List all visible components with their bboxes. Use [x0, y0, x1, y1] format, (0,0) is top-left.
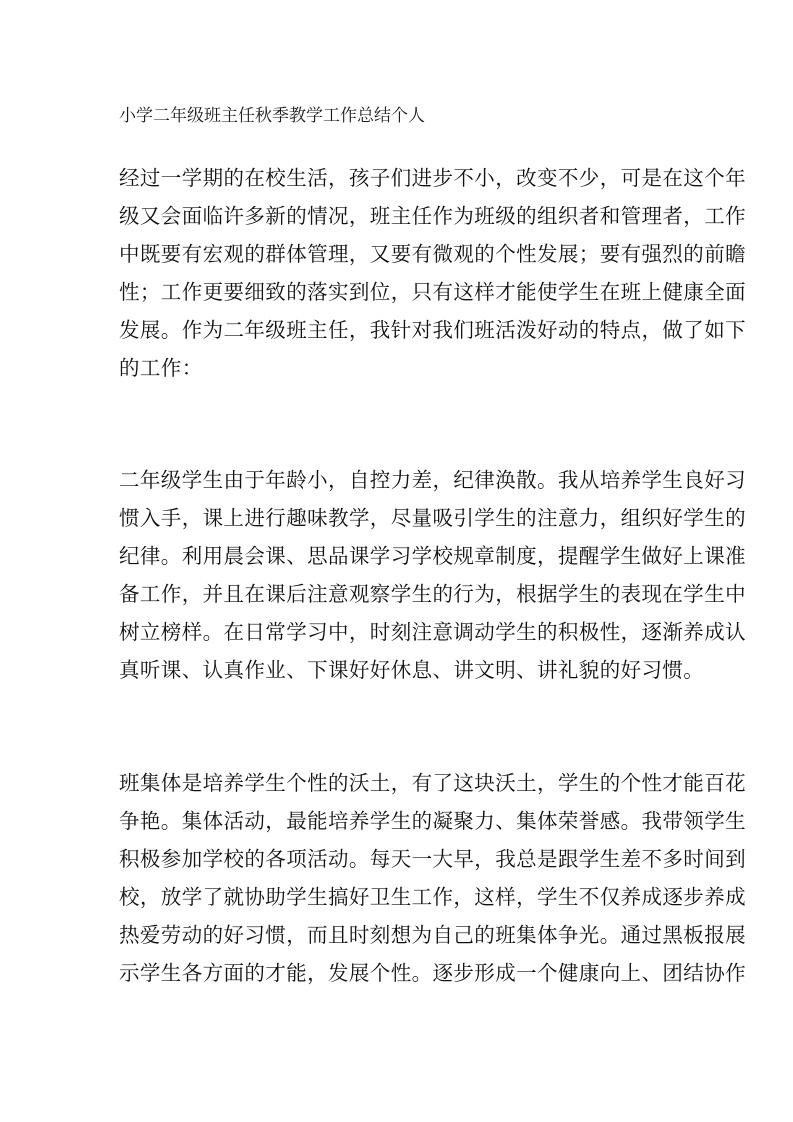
text-line: 经过一学期的在校生活，孩子们进步不小，改变不少，可是在这个年 [119, 166, 746, 190]
text-line: 校，放学了就协助学生搞好卫生工作，这样，学生不仅养成逐步养成 [119, 885, 746, 909]
text-line: 惯入手，课上进行趣味教学，尽量吸引学生的注意力，组织好学生的 [119, 506, 746, 530]
text-line: 积极参加学校的各项活动。每天一大早，我总是跟学生差不多时间到 [119, 847, 746, 871]
text-line: 中既要有宏观的群体管理，又要有微观的个性发展；要有强烈的前瞻 [119, 242, 746, 266]
paragraph-discipline [119, 461, 746, 689]
text-line: 的工作： [119, 356, 203, 380]
text-line: 纪律。利用晨会课、思品课学习学校规章制度，提醒学生做好上课准 [119, 544, 746, 568]
paragraph-collective [119, 764, 746, 992]
text-line: 示学生各方面的才能，发展个性。逐步形成一个健康向上、团结协作 [119, 961, 746, 985]
text-line: 级又会面临许多新的情况，班主任作为班级的组织者和管理者，工作 [119, 204, 746, 228]
text-line: 备工作，并且在课后注意观察学生的行为，根据学生的表现在学生中 [119, 582, 746, 606]
text-line: 真听课、认真作业、下课好好休息、讲文明、讲礼貌的好习惯。 [119, 658, 705, 682]
text-line: 热爱劳动的好习惯，而且时刻想为自己的班集体争光。通过黑板报展 [119, 923, 746, 947]
text-line: 性；工作更要细致的落实到位，只有这样才能使学生在班上健康全面 [119, 280, 746, 304]
text-line: 班集体是培养学生个性的沃土，有了这块沃土，学生的个性才能百花 [119, 771, 746, 795]
text-line: 二年级学生由于年龄小，自控力差，纪律涣散。我从培养学生良好习 [119, 468, 746, 492]
document-title: 小学二年级班主任秋季教学工作总结个人 [119, 106, 425, 126]
paragraph-intro [119, 159, 746, 387]
text-line: 树立榜样。在日常学习中，时刻注意调动学生的积极性，逐渐养成认 [119, 620, 746, 644]
text-line: 争艳。集体活动，最能培养学生的凝聚力、集体荣誉感。我带领学生 [119, 809, 746, 833]
text-line: 发展。作为二年级班主任，我针对我们班活泼好动的特点，做了如下 [119, 318, 746, 342]
